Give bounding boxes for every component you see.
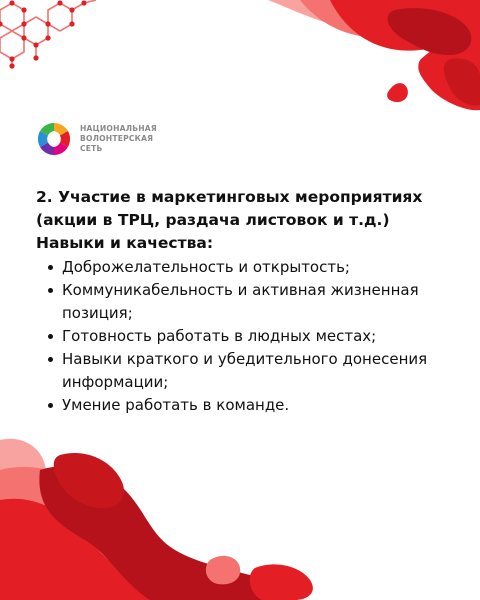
- heading-line: 2. Участие в маркетинговых мероприятиях: [36, 188, 423, 206]
- main-content: [36, 186, 456, 417]
- top-right-red-shapes: [268, 0, 480, 110]
- logo-line: НАЦИОНАЛЬНАЯ: [80, 124, 157, 133]
- qualities-list: [36, 256, 456, 417]
- volunteer-network-logo-icon: [36, 121, 72, 157]
- bottom-left-red-shapes: [0, 439, 313, 600]
- logo-line: ВОЛОНТЕРСКАЯ: [80, 134, 154, 143]
- logo-line: СЕТЬ: [80, 144, 103, 153]
- heading-line: Навыки и качества:: [36, 234, 214, 252]
- logo: [36, 121, 157, 157]
- list-item: Навыки краткого и убедительного донесения информации;: [48, 348, 456, 394]
- list-item: Коммуникабельность и активная жизненная позиция;: [48, 279, 456, 325]
- heading-line: (акции в ТРЦ, раздача листовок и т.д.): [36, 211, 390, 229]
- hexagon-network-decoration: [0, 0, 120, 80]
- list-item: Доброжелательность и открытость;: [48, 256, 456, 279]
- list-item: Готовность работать в людных местах;: [48, 325, 456, 348]
- list-item: Умение работать в команде.: [48, 394, 456, 417]
- logo-wordmark: [80, 124, 157, 154]
- section-heading: [36, 186, 456, 255]
